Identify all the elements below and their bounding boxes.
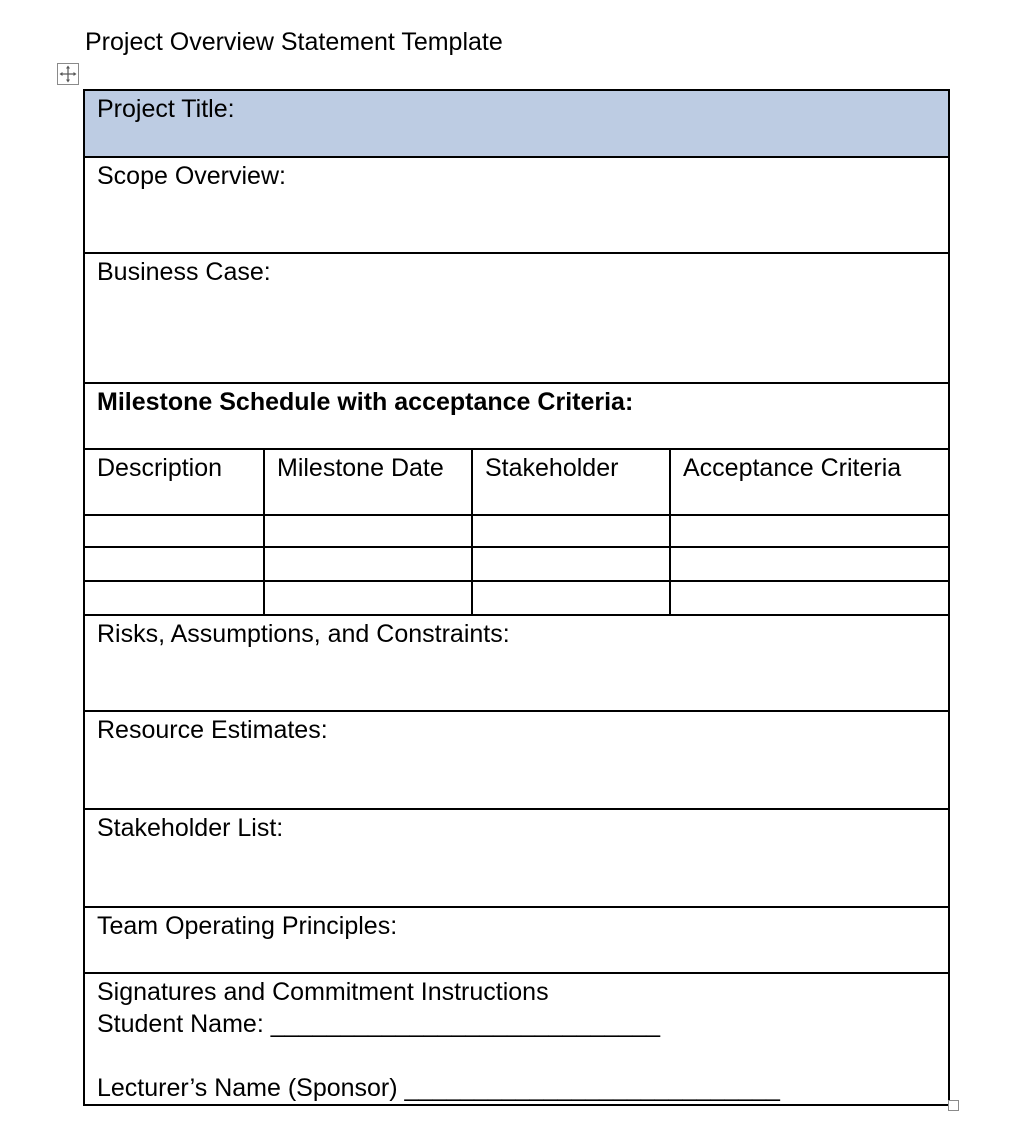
- risks-row: [84, 615, 949, 711]
- team-principles-row: [84, 907, 949, 973]
- resource-estimates-row: [84, 711, 949, 809]
- project-overview-table: [83, 89, 950, 1106]
- business-case-label: Business Case:: [97, 258, 271, 286]
- milestone-cell-stakeholder[interactable]: [472, 515, 670, 547]
- milestone-cell-criteria[interactable]: [670, 581, 949, 615]
- milestone-cell-date[interactable]: [264, 515, 472, 547]
- milestone-cell-description[interactable]: [84, 515, 264, 547]
- milestone-cell-criteria[interactable]: [670, 547, 949, 581]
- business-case-row: [84, 253, 949, 383]
- milestone-schedule-heading: Milestone Schedule with acceptance Criteria:: [97, 388, 634, 416]
- stakeholder-list-label: Stakeholder List:: [97, 814, 284, 842]
- header-stakeholder[interactable]: Stakeholder: [472, 449, 670, 515]
- milestone-cell-description[interactable]: [84, 547, 264, 581]
- signatures-heading: Signatures and Commitment Instructions: [97, 978, 549, 1006]
- risks-label: Risks, Assumptions, and Constraints:: [97, 620, 510, 648]
- resource-estimates-label: Resource Estimates:: [97, 716, 328, 744]
- milestone-cell-date[interactable]: [264, 547, 472, 581]
- milestone-row: [84, 581, 949, 615]
- header-acceptance-criteria[interactable]: Acceptance Criteria: [670, 449, 949, 515]
- project-title-cell[interactable]: [84, 90, 949, 157]
- milestone-schedule-row: [84, 383, 949, 449]
- header-description[interactable]: Description: [84, 449, 264, 515]
- lecturer-name-line[interactable]: Lecturer’s Name (Sponsor) ___________________________: [97, 1074, 780, 1102]
- milestone-cell-stakeholder[interactable]: [472, 547, 670, 581]
- team-principles-cell[interactable]: [84, 907, 949, 973]
- scope-overview-cell[interactable]: [84, 157, 949, 253]
- signatures-row: [84, 973, 949, 1105]
- team-principles-label: Team Operating Principles:: [97, 912, 398, 940]
- milestone-cell-criteria[interactable]: [670, 515, 949, 547]
- stakeholder-list-row: [84, 809, 949, 907]
- milestone-cell-description[interactable]: [84, 581, 264, 615]
- student-name-line[interactable]: Student Name: ____________________________: [97, 1010, 661, 1038]
- milestone-row: [84, 547, 949, 581]
- project-title-label: Project Title:: [97, 95, 235, 123]
- milestone-row: [84, 515, 949, 547]
- risks-cell[interactable]: [84, 615, 949, 711]
- milestone-header-row: [84, 449, 949, 515]
- milestone-cell-date[interactable]: [264, 581, 472, 615]
- signature-spacer: [97, 1040, 936, 1072]
- scope-overview-row: [84, 157, 949, 253]
- table-resize-icon[interactable]: [948, 1100, 959, 1111]
- signatures-cell[interactable]: [84, 973, 949, 1105]
- milestone-schedule-cell[interactable]: [84, 383, 949, 449]
- milestone-cell-stakeholder[interactable]: [472, 581, 670, 615]
- document-title: Project Overview Statement Template: [85, 28, 503, 56]
- scope-overview-label: Scope Overview:: [97, 162, 286, 190]
- table-move-icon[interactable]: [57, 63, 79, 85]
- header-milestone-date[interactable]: Milestone Date: [264, 449, 472, 515]
- resource-estimates-cell[interactable]: [84, 711, 949, 809]
- project-title-row: [84, 90, 949, 157]
- stakeholder-list-cell[interactable]: [84, 809, 949, 907]
- business-case-cell[interactable]: [84, 253, 949, 383]
